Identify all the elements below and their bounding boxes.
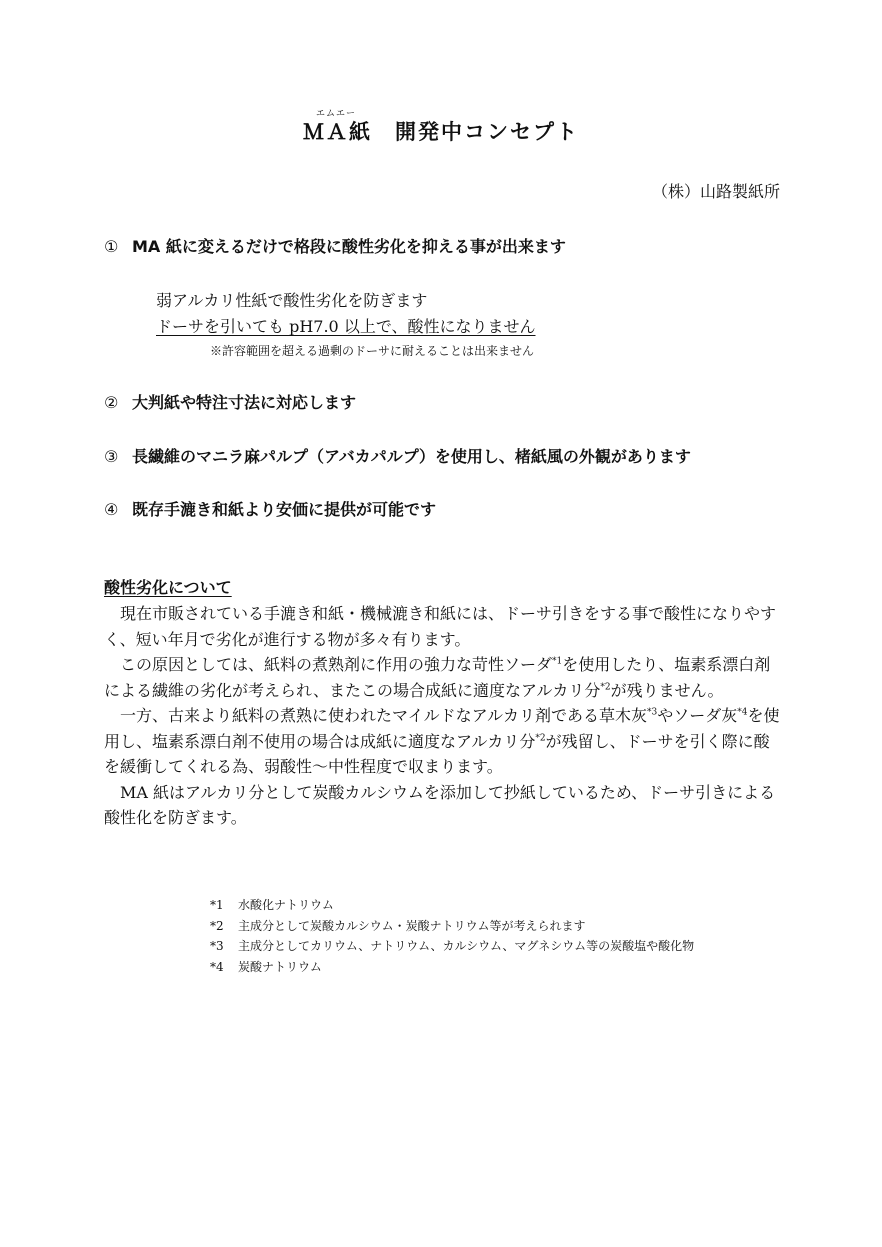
footnote-text: 水酸化ナトリウム [238, 898, 334, 912]
concept-point-3 [104, 444, 691, 467]
footnote-4 [210, 957, 694, 978]
point-1-detail-1: 弱アルカリ性紙で酸性劣化を防ぎます [156, 291, 428, 310]
point-number: ④ [104, 500, 119, 519]
point-number: ① [104, 237, 119, 256]
footnote-mark: *4 [210, 959, 224, 974]
section-heading: 酸性劣化について [104, 578, 232, 597]
point-text: 長繊維のマニラ麻パルプ（アバカパルプ）を使用し、楮紙風の外観があります [132, 447, 691, 466]
point-text: MA 紙に変えるだけで格段に酸性劣化を抑える事が出来ます [132, 237, 566, 256]
paragraph-2: この原因としては、紙料の煮熟剤に作用の強力な苛性ソーダ$^{*1}$を使用したり、塩素系漂白剤による繊維の劣化が考えられ、またこの場合成紙に適度なアルカリ分$^{*2}$が残りません。 [104, 655, 771, 700]
footnote-text: 炭酸ナトリウム [238, 959, 322, 974]
paragraph-3: 一方、古来より紙料の煮熟に使われたマイルドなアルカリ剤である草木灰$^{*3}$やソーダ灰$^{*4}$を使用し、塩素系漂白剤不使用の場合は成紙に適度なアルカリ分$^{*2}$が残留し、ドーサを引く際に酸を緩衝してくれる為、弱酸性～中性程度で収まります。 [104, 706, 780, 776]
footnote-mark: *1 [210, 898, 224, 912]
section-body [104, 601, 784, 831]
point-1-note: ※許容範囲を超える過剰のドーサに耐えることは出来ません [210, 344, 535, 358]
footnote-ref-2: *2 [535, 733, 546, 744]
page-title: ＭＡ紙 開発中コンセプト [303, 120, 579, 144]
footnote-3 [210, 936, 694, 957]
footnote-text: 主成分としてカリウム、ナトリウム、カルシウム、マグネシウム等の炭酸塩や酸化物 [238, 939, 695, 953]
point-1-detail-2: ドーサを引いても pH7.0 以上で、酸性になりません [156, 317, 536, 336]
footnote-ref-1: *1 [552, 656, 563, 667]
point-text: 大判紙や特注寸法に対応します [132, 393, 357, 412]
paragraph-4: MA 紙はアルカリ分として炭酸カルシウムを添加して抄紙しているため、ドーサ引きによる酸性化を防ぎます。 [104, 782, 776, 827]
footnote-ref-2: *2 [600, 682, 611, 693]
paragraph-1: 現在市販されている手漉き和紙・機械漉き和紙には、ドーサ引きをする事で酸性になりやすく、短い年月で劣化が進行する物が多々有ります。 [104, 604, 777, 649]
concept-point-1 [104, 234, 566, 257]
point-text: 既存手漉き和紙より安価に提供が可能です [132, 500, 437, 519]
company-name: （株）山路製紙所 [651, 182, 780, 201]
footnotes [210, 895, 694, 977]
title-ruby: エムエー [315, 109, 356, 119]
footnote-mark: *2 [210, 918, 224, 933]
point-number: ③ [104, 447, 119, 466]
footnote-1 [210, 895, 694, 916]
footnote-mark: *3 [210, 939, 224, 953]
footnote-2 [210, 916, 694, 937]
footnote-ref-3: *3 [647, 707, 658, 718]
concept-point-2 [104, 390, 356, 413]
footnote-text: 主成分として炭酸カルシウム・炭酸ナトリウム等が考えられます [238, 918, 586, 933]
footnote-ref-4: *4 [737, 707, 748, 718]
point-number: ② [104, 393, 119, 412]
concept-point-4 [104, 497, 436, 520]
